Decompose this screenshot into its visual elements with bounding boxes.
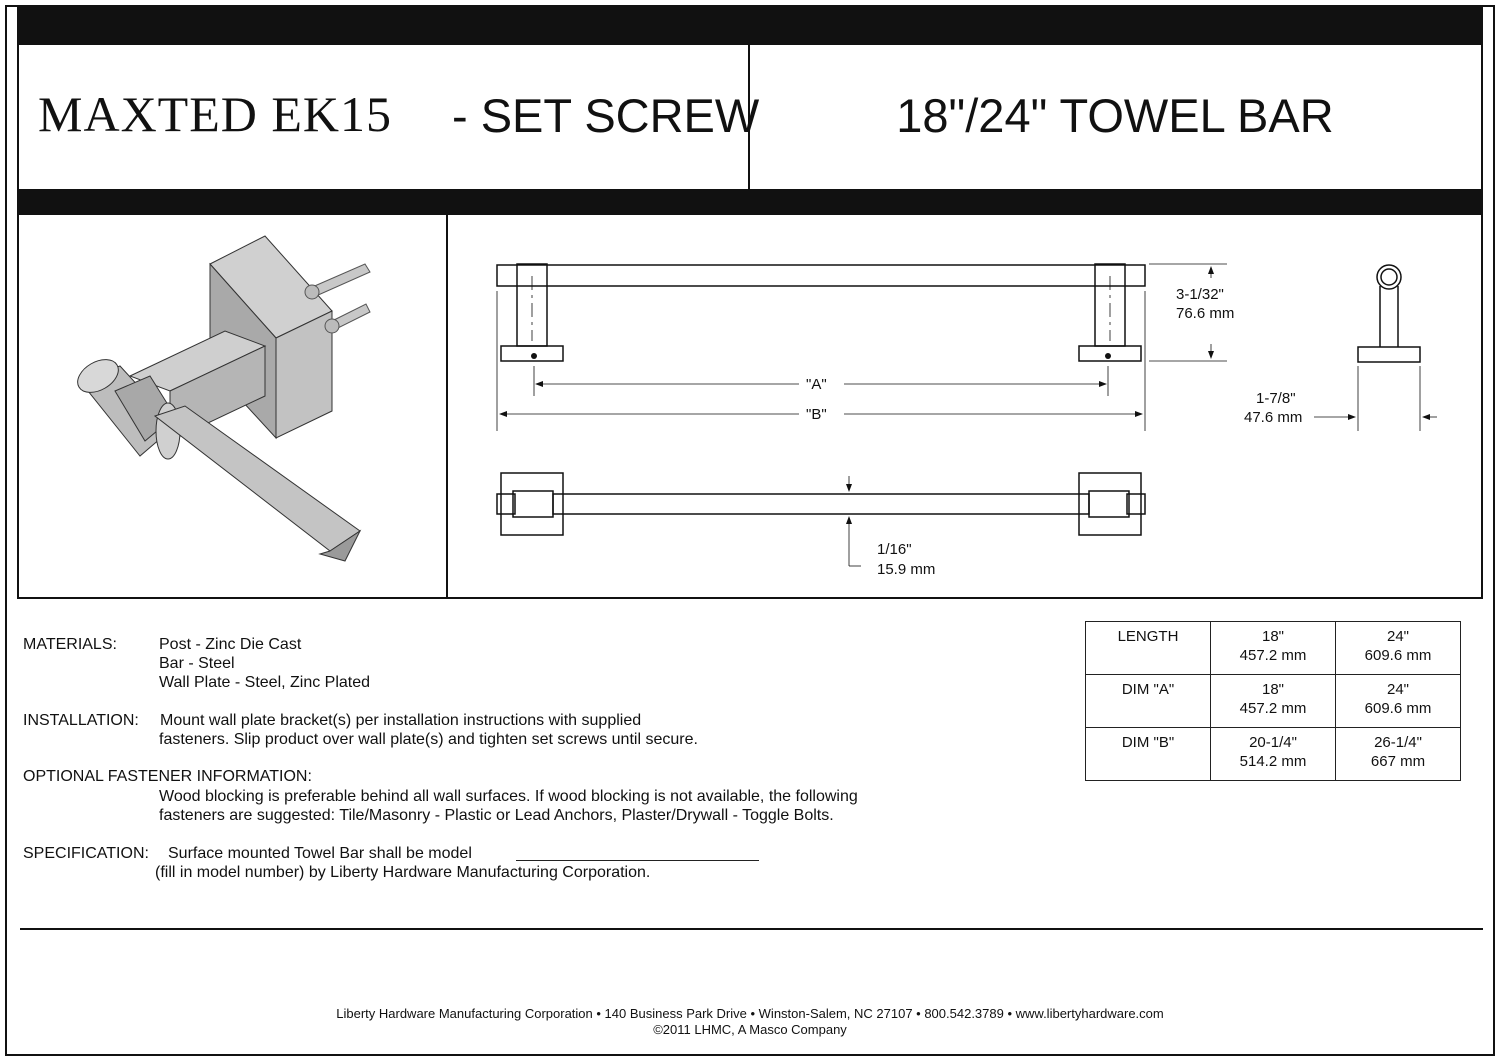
product-render bbox=[20, 216, 446, 596]
table-row bbox=[1086, 675, 1461, 728]
cell-imperial: 18" bbox=[1261, 681, 1284, 698]
brand-title bbox=[38, 85, 392, 143]
table-cell bbox=[1336, 622, 1461, 675]
installation-label: INSTALLATION: bbox=[23, 712, 139, 729]
cell-metric: 457.2 mm bbox=[1239, 700, 1307, 717]
table-cell bbox=[1211, 622, 1336, 675]
cell-metric: 609.6 mm bbox=[1364, 647, 1432, 664]
model-suffix: - SET SCREW bbox=[452, 89, 760, 142]
size-table bbox=[1085, 621, 1461, 781]
collection-name: MAXTED EK15 bbox=[38, 86, 393, 142]
cell-metric: 514.2 mm bbox=[1239, 753, 1307, 770]
depth-dim-metric: 47.6 mm bbox=[1244, 409, 1303, 426]
table-cell bbox=[1211, 728, 1336, 781]
cell-imperial: 24" bbox=[1386, 628, 1409, 645]
fastener-line: fasteners are suggested: Tile/Masonry - Plastic or Lead Anchors, Plaster/Drywall - Toggle Bolts. bbox=[159, 807, 834, 824]
cell-imperial: 24" bbox=[1386, 681, 1409, 698]
bar-dim-imperial: 1/16" bbox=[877, 541, 912, 558]
materials-label: MATERIALS: bbox=[23, 636, 117, 653]
cell-imperial: 18" bbox=[1261, 628, 1284, 645]
cell-imperial: 20-1/4" bbox=[1249, 734, 1297, 751]
bar-dim-metric: 15.9 mm bbox=[877, 561, 936, 578]
height-dim-imperial: 3-1/32" bbox=[1176, 286, 1224, 303]
row-label: DIM "B" bbox=[1086, 728, 1211, 781]
fastener-line: Wood blocking is preferable behind all wall surfaces. If wood blocking is not available, the following bbox=[159, 788, 858, 805]
installation-line: fasteners. Slip product over wall plate(s) and tighten set screws until secure. bbox=[159, 731, 698, 748]
depth-dim-imperial: 1-7/8" bbox=[1256, 390, 1296, 407]
height-dim-metric: 76.6 mm bbox=[1176, 305, 1235, 322]
footer-address: Liberty Hardware Manufacturing Corporation • 140 Business Park Drive • Winston-Salem, NC 27107 • 800.542.3789 • www.libertyhardware.com bbox=[336, 1006, 1164, 1021]
row-label: LENGTH bbox=[1086, 622, 1211, 675]
product-title: 18"/24" TOWEL BAR bbox=[896, 89, 1334, 142]
materials-item: Post - Zinc Die Cast bbox=[159, 636, 302, 653]
table-cell bbox=[1336, 675, 1461, 728]
specification-line: (fill in model number) by Liberty Hardware Manufacturing Corporation. bbox=[155, 864, 651, 881]
row-label: DIM "A" bbox=[1086, 675, 1211, 728]
table-row bbox=[1086, 728, 1461, 781]
model-number-blank bbox=[516, 860, 759, 861]
installation-line: Mount wall plate bracket(s) per installation instructions with supplied bbox=[160, 712, 642, 729]
specification-line: Surface mounted Towel Bar shall be model bbox=[168, 845, 472, 862]
materials-item: Wall Plate - Steel, Zinc Plated bbox=[159, 674, 371, 691]
cell-imperial: 26-1/4" bbox=[1374, 734, 1422, 751]
table-cell bbox=[1336, 728, 1461, 781]
cell-metric: 457.2 mm bbox=[1239, 647, 1307, 664]
footer-copyright: ©2011 LHMC, A Masco Company bbox=[653, 1022, 847, 1037]
materials-item: Bar - Steel bbox=[159, 655, 235, 672]
cell-metric: 667 mm bbox=[1370, 753, 1426, 770]
cell-metric: 609.6 mm bbox=[1364, 700, 1432, 717]
table-cell bbox=[1211, 675, 1336, 728]
table-row bbox=[1086, 622, 1461, 675]
dim-a-label: "A" bbox=[806, 376, 827, 393]
fastener-label: OPTIONAL FASTENER INFORMATION: bbox=[23, 768, 312, 785]
technical-drawing bbox=[449, 216, 1481, 596]
dim-b-label: "B" bbox=[806, 406, 827, 423]
specification-label: SPECIFICATION: bbox=[23, 845, 149, 862]
